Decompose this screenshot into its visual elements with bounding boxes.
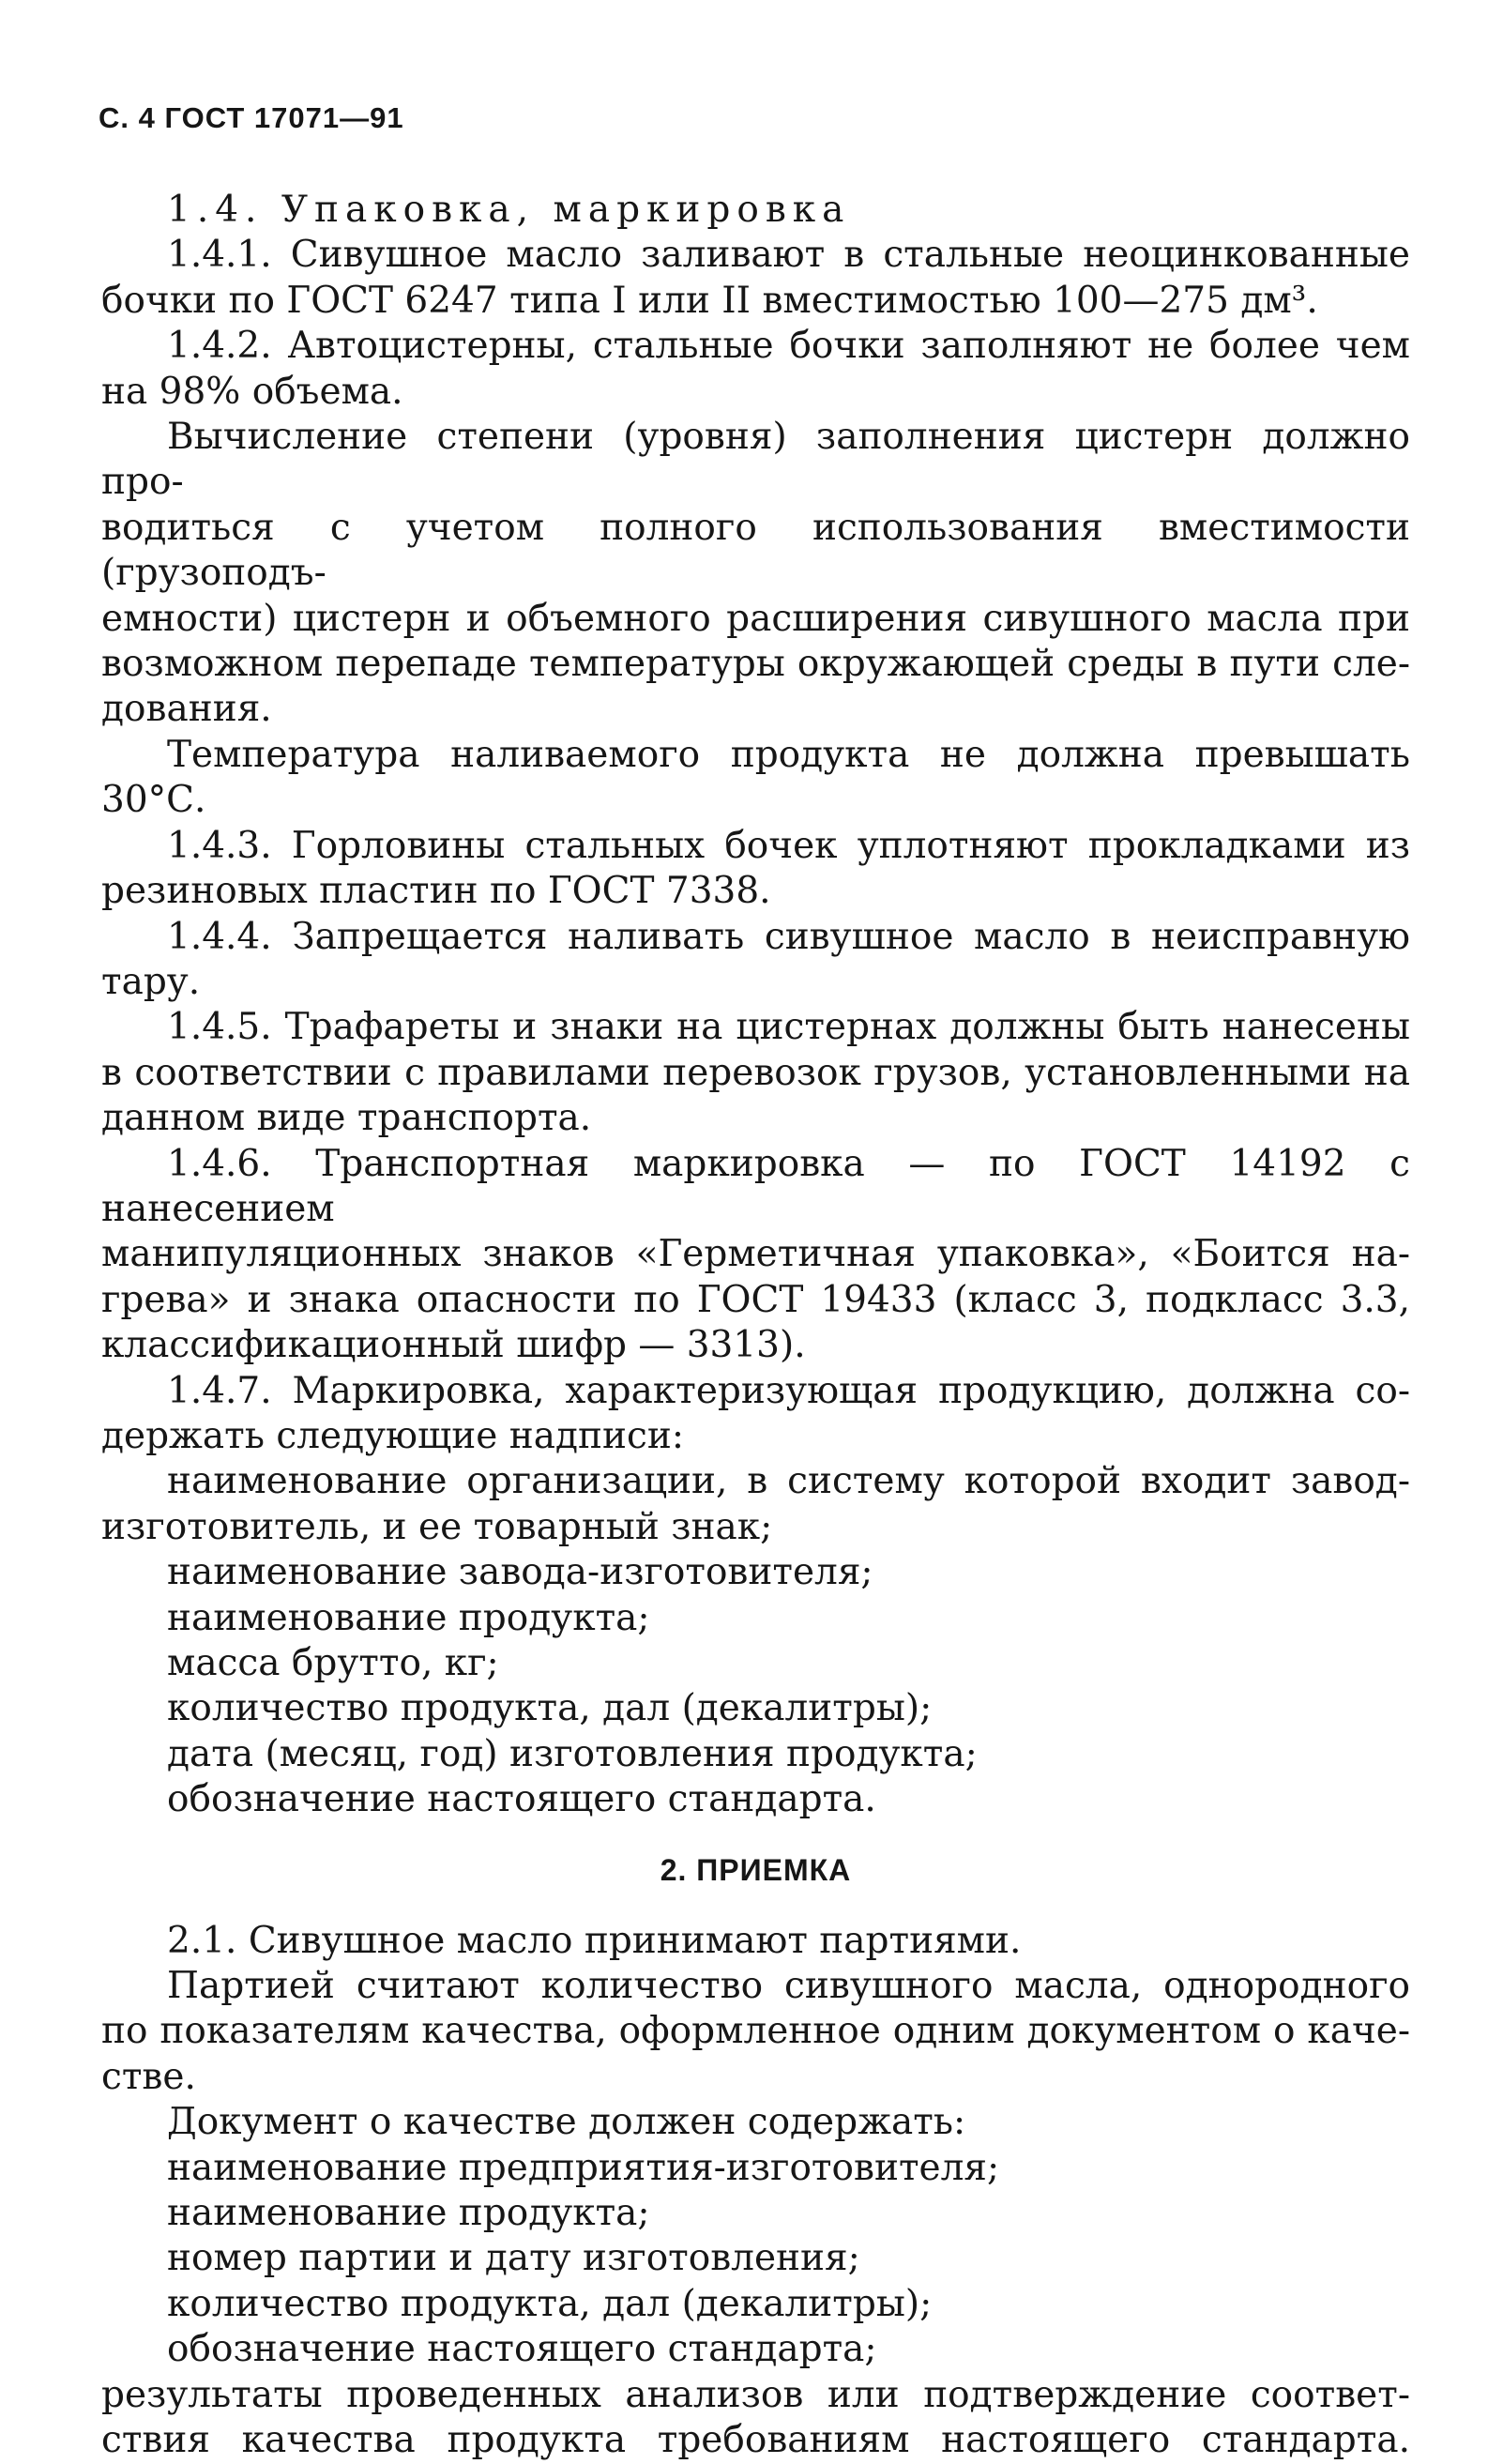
section-title: 2. ПРИЕМКА (660, 1852, 852, 1887)
paragraph-line: классификационный шифр — 3313). (101, 1324, 806, 1367)
paragraph-line: 1.4.7. Маркировка, характеризующая продукцию, должна со- (167, 1369, 1410, 1412)
paragraph-line: наименование организации, в систему которой входит завод- (167, 1460, 1410, 1503)
paragraph-line: 2.1. Сивушное масло принимают партиями. (167, 1919, 1022, 1962)
paragraph-line: Температура наливаемого продукта не должна превышать 30°С. (101, 733, 1410, 822)
paragraph-line: стве. (101, 2055, 196, 2098)
paragraph-line: водиться с учетом полного использования вместимости (грузоподъ- (101, 506, 1410, 595)
paragraph-line: по показателям качества, оформленное одним документом о каче- (101, 2010, 1410, 2053)
paragraph-line: тару. (101, 960, 201, 1003)
list-item: дата (месяц, год) изготовления продукта; (167, 1732, 978, 1775)
paragraph-line: результаты проведенных анализов или подтверждение соответ- (101, 2373, 1410, 2416)
list-item: наименование продукта; (167, 1596, 650, 1639)
paragraph-line: 1.4.3. Горловины стальных бочек уплотняют прокладками из (167, 824, 1410, 867)
paragraph-line: Документ о качестве должен содержать: (167, 2101, 966, 2144)
paragraph-line: ствия качества продукта требованиям настоящего стандарта. (101, 2419, 1410, 2462)
paragraph-line: емности) цистерн и объемного расширения сивушного масла при (101, 597, 1410, 640)
paragraph-line: 1.4.1. Сивушное масло заливают в стальные неоцинкованные (167, 234, 1410, 277)
paragraph-line: изготовитель, и ее товарный знак; (101, 1505, 773, 1548)
running-header: С. 4 ГОСТ 17071—91 (99, 101, 404, 134)
paragraph-line: на 98% объема. (101, 370, 403, 413)
list-item: наименование продукта; (167, 2192, 650, 2235)
list-item: наименование завода-изготовителя; (167, 1551, 873, 1594)
subsection-heading: 1.4. Упаковка, маркировка (167, 189, 851, 231)
paragraph-line: держать следующие надписи: (101, 1414, 684, 1457)
paragraph-line: грева» и знака опасности по ГОСТ 19433 (класс 3, подкласс 3.3, (101, 1278, 1410, 1321)
paragraph-line: 1.4.4. Запрещается наливать сивушное масло в неисправную (167, 915, 1410, 958)
paragraph-line: резиновых пластин по ГОСТ 7338. (101, 870, 771, 913)
list-item: наименование предприятия-изготовителя; (167, 2146, 1000, 2189)
paragraph-line: бочки по ГОСТ 6247 типа I или II вместимостью 100—275 дм³. (101, 279, 1318, 322)
page-body (101, 188, 1410, 2464)
paragraph-line: Партией считают количество сивушного масла, однородного (167, 1965, 1410, 2008)
list-item: обозначение настоящего стандарта; (167, 2328, 877, 2371)
list-item: масса брутто, кг; (167, 1642, 499, 1684)
list-item: номер партии и дату изготовления; (167, 2237, 860, 2280)
paragraph-line: 1.4.5. Трафареты и знаки на цистернах должны быть нанесены (167, 1006, 1410, 1049)
paragraph-line: 1.4.6. Транспортная маркировка — по ГОСТ 14192 с нанесением (101, 1142, 1410, 1230)
paragraph-line: 1.4.2. Автоцистерны, стальные бочки заполняют не более чем (167, 325, 1410, 368)
paragraph-line: манипуляционных знаков «Герметичная упаковка», «Боится на- (101, 1233, 1410, 1276)
paragraph-line: возможном перепаде температуры окружающей среды в пути сле- (101, 643, 1410, 686)
list-item: обозначение настоящего стандарта. (167, 1778, 876, 1821)
list-item: количество продукта, дал (декалитры); (167, 2282, 933, 2325)
paragraph-line: в соответствии с правилами перевозок грузов, установленными на (101, 1051, 1410, 1094)
list-item: количество продукта, дал (декалитры); (167, 1687, 933, 1730)
paragraph-line: данном виде транспорта. (101, 1097, 592, 1140)
paragraph-line: дования. (101, 688, 272, 731)
paragraph-line: Вычисление степени (уровня) заполнения цистерн должно про- (101, 416, 1410, 504)
